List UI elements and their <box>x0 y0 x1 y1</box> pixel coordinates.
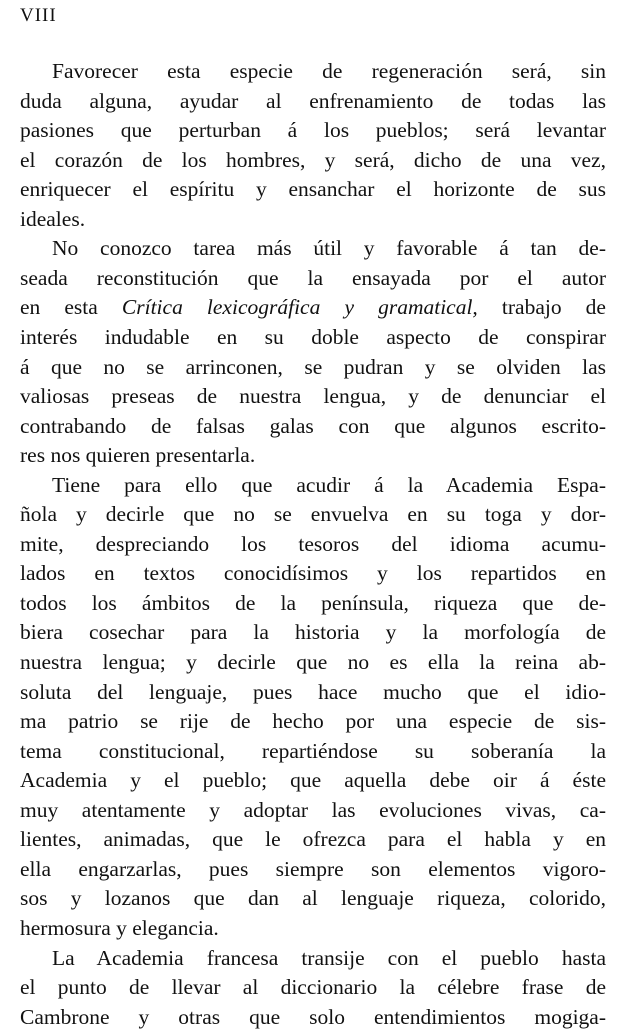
text-line: soluta del lenguaje, pues hace mucho que el idio- <box>20 679 606 704</box>
text-line: Cambrone y otras que solo entendimientos mogiga- <box>20 1004 606 1029</box>
page-number: VIII <box>20 5 57 26</box>
text-line: valiosas preseas de nuestra lengua, y de denunciar el <box>20 384 606 409</box>
text-line: Academia y el pueblo; que aquella debe oir á éste <box>20 768 606 793</box>
text-line: duda alguna, ayudar al enfrenamiento de todas las <box>20 88 606 113</box>
text-line: lados en textos conocidísimos y los repartidos en <box>20 561 606 586</box>
text-line: á que no se arrinconen, se pudran y se olviden las <box>20 354 606 379</box>
book-title: Crítica lexicográfica y gramatical, <box>121 295 478 320</box>
text-line: Favorecer esta especie de regeneración será, sin <box>52 59 606 83</box>
text-line: todos los ámbitos de la península, riqueza que de- <box>20 590 606 615</box>
text-line: el corazón de los hombres, y será, dicho de una vez, <box>20 147 606 172</box>
text-line: nuestra lengua; y decirle que no es ella la reina ab- <box>20 650 606 674</box>
text-line: hermosura y elegancia. <box>20 915 219 940</box>
text-line: pasiones que perturban á los pueblos; será levantar <box>20 118 606 143</box>
text-line: No conozco tarea más útil y favorable á tan de- <box>52 236 606 261</box>
text-line: tema constitucional, repartiéndose su soberanía la <box>20 738 606 763</box>
text-segment: en esta <box>20 295 122 320</box>
text-line: enriquecer el espíritu y ensanchar el horizonte de sus <box>20 177 606 202</box>
text-line: muy atentamente y adoptar las evoluciones vivas, ca- <box>20 797 606 822</box>
text-line: el punto de llevar al diccionario la célebre frase de <box>20 975 606 1000</box>
text-line: biera cosechar para la historia y la morfología de <box>20 620 606 645</box>
text-line: La Academia francesa transije con el pueblo hasta <box>52 945 606 970</box>
text-line: ma patrio se rije de hecho por una especie de sis- <box>20 709 606 734</box>
text-line: ella engarzarlas, pues siempre son elementos vigoro- <box>20 856 606 881</box>
text-line: contrabando de falsas galas con que algunos escrito- <box>20 413 606 438</box>
text-line: Tiene para ello que acudir á la Academia Espa- <box>52 472 606 497</box>
text-line: ñola y decirle que no se envuelva en su toga y dor- <box>20 502 606 527</box>
text-line: interés indudable en su doble aspecto de conspirar <box>20 324 606 349</box>
text-line: mite, despreciando los tesoros del idioma acumu- <box>20 531 606 556</box>
text-line <box>20 293 606 322</box>
text-line: sos y lozanos que dan al lenguaje riqueza, colorido, <box>20 886 606 911</box>
text-segment: trabajo de <box>477 295 606 320</box>
text-line: res nos quieren presentarla. <box>20 443 256 468</box>
text-line: seada reconstitución que la ensayada por el autor <box>20 265 606 290</box>
text-line: ideales. <box>20 206 86 231</box>
text-line: lientes, animadas, que le ofrezca para el habla y en <box>20 827 606 852</box>
